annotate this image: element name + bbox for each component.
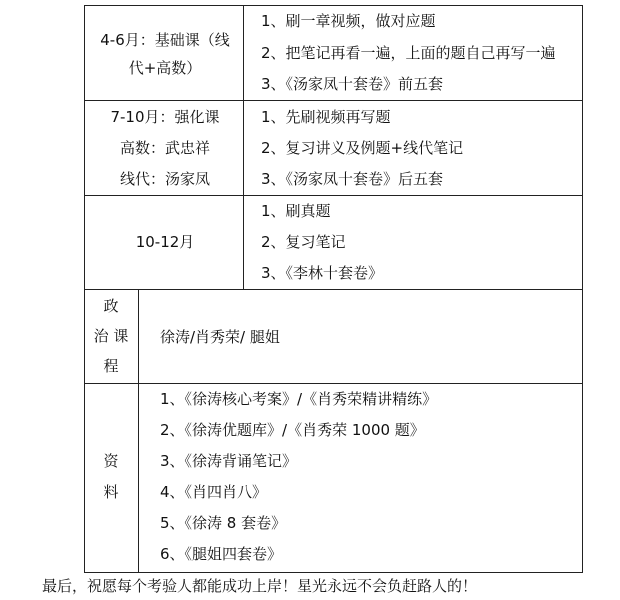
list-item: 3、《徐涛背诵笔记》 [160, 452, 298, 470]
table-border [84, 5, 583, 6]
table-border [84, 5, 85, 290]
politics-label: 程 [103, 357, 119, 375]
politics-label: 治 课 [93, 327, 129, 345]
list-item: 3、《汤家凤十套卷》后五套 [261, 170, 444, 188]
table-border [84, 195, 583, 196]
list-item: 4、《肖四肖八》 [160, 483, 268, 501]
list-item: 2、《徐涛优题库》/《肖秀荣 1000 题》 [160, 421, 425, 439]
period-label: 线代：汤家凤 [119, 170, 210, 188]
list-item: 3、《汤家凤十套卷》前五套 [261, 75, 444, 93]
list-item: 5、《徐涛 8 套卷》 [160, 514, 287, 532]
list-item: 3、《李林十套卷》 [261, 264, 384, 282]
period-label: 代+高数） [128, 59, 202, 77]
table-border [84, 289, 583, 290]
list-item: 2、把笔记再看一遍，上面的题自己再写一遍 [261, 44, 556, 62]
period-label: 7-10月：强化课 [110, 108, 220, 126]
closing-text: 最后，祝愿每个考验人都能成功上岸！星光永远不会负赶路人的！ [42, 577, 478, 595]
materials-label: 资 [103, 452, 119, 470]
table-border [138, 289, 139, 573]
list-item: 1、先刷视频再写题 [261, 108, 391, 126]
list-item: 6、《腿姐四套卷》 [160, 545, 283, 563]
table-border [84, 100, 583, 101]
politics-label: 政 [103, 297, 119, 315]
table-border [84, 572, 583, 573]
list-item: 2、复习笔记 [261, 233, 346, 251]
list-item: 1、刷真题 [261, 202, 331, 220]
politics-teachers: 徐涛/肖秀荣/ 腿姐 [160, 328, 280, 346]
table-border [582, 5, 583, 290]
table-border [243, 5, 244, 290]
list-item: 1、刷一章视频，做对应题 [261, 12, 436, 30]
list-item: 1、《徐涛核心考案》/《肖秀荣精讲精练》 [160, 390, 438, 408]
period-label: 10-12月 [135, 233, 195, 251]
materials-label: 料 [103, 483, 119, 501]
table-border [84, 383, 583, 384]
list-item: 2、复习讲义及例题+线代笔记 [261, 139, 464, 157]
period-label: 4-6月：基础课（线 [100, 31, 230, 49]
period-label: 高数：武忠祥 [119, 139, 210, 157]
table-border [582, 289, 583, 573]
